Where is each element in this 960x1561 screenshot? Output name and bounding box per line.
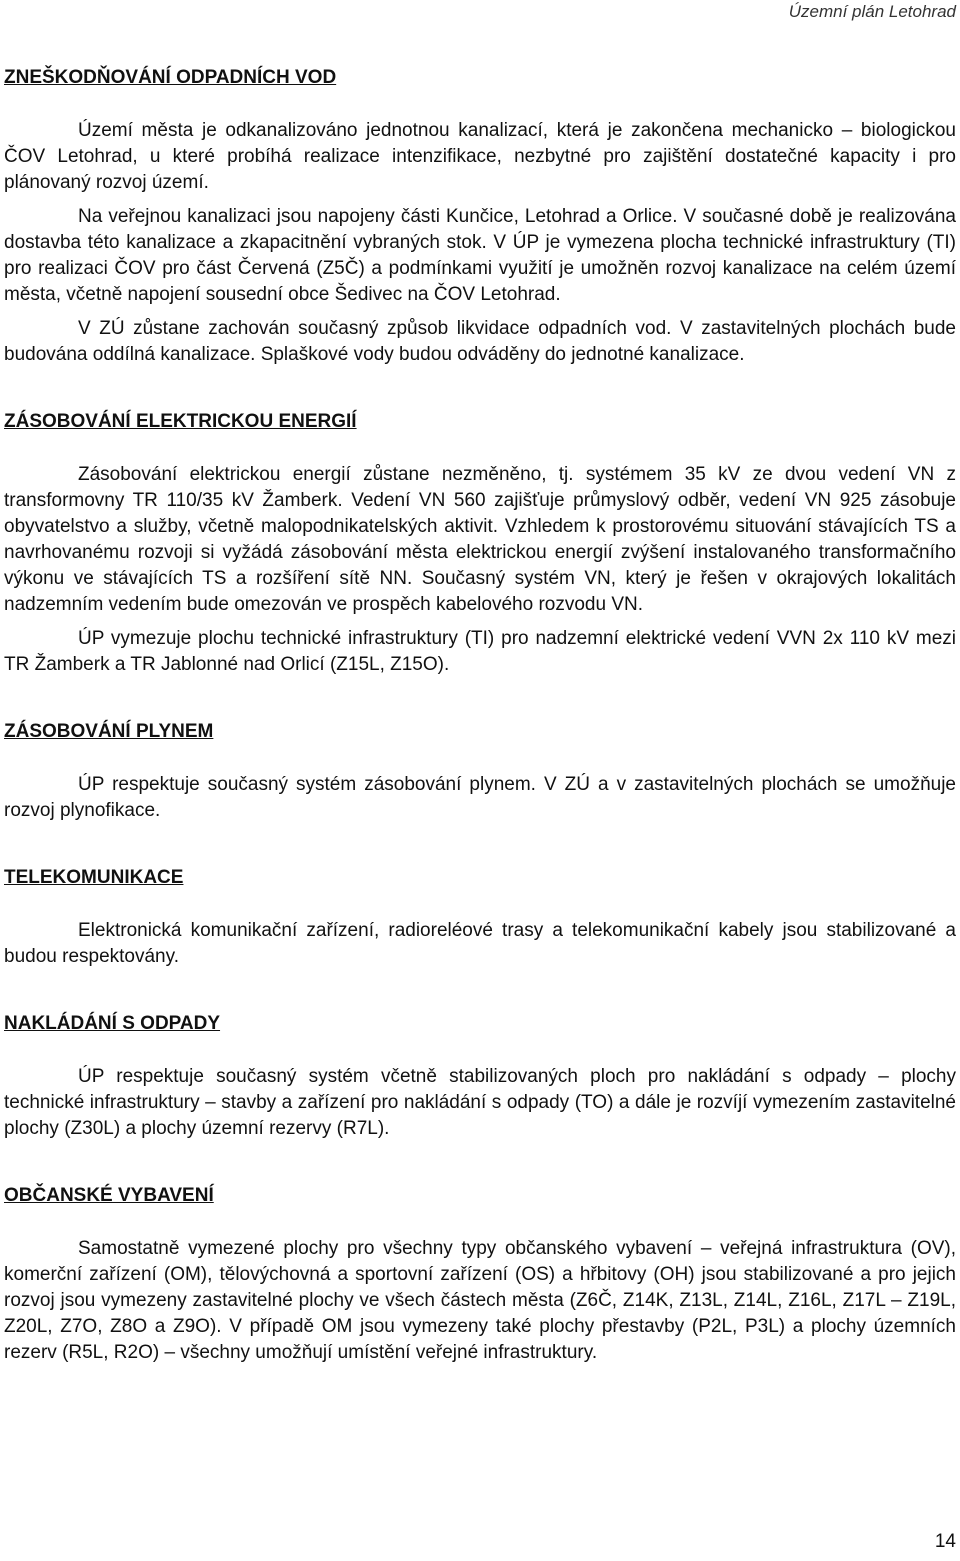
paragraph: ÚP respektuje současný systém zásobování plynem. V ZÚ a v zastavitelných plochách se umožňuje rozvoj plynofikace. bbox=[4, 774, 956, 821]
paragraph: Na veřejnou kanalizaci jsou napojeny části Kunčice, Letohrad a Orlice. V současné době je realizována dostavba této kanalizace a zkapacitnění vybraných stok. V ÚP je vymezena plocha technické infrastruktury (TI) pro realizaci ČOV pro část Červená (Z5Č) a podmínkami využití je umožněn rozvoj kanalizace na celém území města, včetně napojení sousední obce Šedivec na ČOV Letohrad. bbox=[4, 206, 956, 305]
section-electricity bbox=[4, 408, 956, 678]
running-header: Územní plán Letohrad bbox=[788, 2, 956, 21]
section-gas bbox=[4, 718, 956, 824]
paragraph: Území města je odkanalizováno jednotnou kanalizací, která je zakončena mechanicko – biologickou ČOV Letohrad, u které probíhá realizace intenzifikace, nezbytné pro zajištění dostatečné kapacity i pro plánovaný rozvoj území. bbox=[4, 120, 956, 193]
paragraph: Samostatně vymezené plochy pro všechny typy občanského vybavení – veřejná infrastruktura (OV), komerční zařízení (OM), tělovýchovná a sportovní zařízení (OS) a hřbitovy (OH) jsou stabilizované a pro jejich rozvoj jsou vymezeny zastavitelné plochy ve všech částech města (Z6Č, Z14K, Z13L, Z14L, Z16L, Z17L – Z19L, Z20L, Z7O, Z8O a Z9O). V případě OM jsou vymezeny také plochy přestavby (P2L, P3L) a plochy územních rezerv (R5L, R2O) – všechny umožňují umístění veřejné infrastruktury. bbox=[4, 1238, 956, 1363]
section-heading: OBČANSKÉ VYBAVENÍ bbox=[4, 1185, 214, 1206]
section-wastewater bbox=[4, 64, 956, 368]
section-heading: TELEKOMUNIKACE bbox=[4, 867, 184, 888]
section-civic-amenities bbox=[4, 1182, 956, 1366]
section-waste-management bbox=[4, 1010, 956, 1142]
paragraph: ÚP respektuje současný systém včetně stabilizovaných ploch pro nakládání s odpady – plochy technické infrastruktury – stavby a zařízení pro nakládání s odpady (TO) a dále je rozvíjí vymezením zastavitelné plochy (Z30L) a plochy územní rezervy (R7L). bbox=[4, 1066, 956, 1139]
section-heading: ZÁSOBOVÁNÍ ELEKTRICKOU ENERGIÍ bbox=[4, 411, 357, 432]
paragraph: ÚP vymezuje plochu technické infrastruktury (TI) pro nadzemní elektrické vedení VVN 2x 110 kV mezi TR Žamberk a TR Jablonné nad Orlicí (Z15L, Z15O). bbox=[4, 628, 956, 675]
page-number: 14 bbox=[934, 1531, 956, 1552]
section-telecommunications bbox=[4, 864, 956, 970]
document-body bbox=[4, 64, 956, 1366]
section-heading: NAKLÁDÁNÍ S ODPADY bbox=[4, 1013, 221, 1034]
section-heading: ZNEŠKODŇOVÁNÍ ODPADNÍCH VOD bbox=[4, 67, 337, 88]
paragraph: V ZÚ zůstane zachován současný způsob likvidace odpadních vod. V zastavitelných plochách bude budována oddílná kanalizace. Splaškové vody budou odváděny do jednotné kanalizace. bbox=[4, 318, 956, 365]
paragraph: Elektronická komunikační zařízení, radioreléové trasy a telekomunikační kabely jsou stabilizované a budou respektovány. bbox=[4, 920, 956, 967]
section-heading: ZÁSOBOVÁNÍ PLYNEM bbox=[4, 721, 214, 742]
paragraph: Zásobování elektrickou energií zůstane nezměněno, tj. systémem 35 kV ze dvou vedení VN z transformovny TR 110/35 kV Žamberk. Vedení VN 560 zajišťuje průmyslový odběr, vedení VN 925 zásobuje obyvatelstvo a služby, včetně malopodnikatelských aktivit. Vzhledem k prostorovému situování stávajících TS a navrhovanému rozvoji si vyžádá zásobování města elektrickou energií zvýšení instalovaného transformačního výkonu ve stávajících TS a rozšíření sítě NN. Současný systém VN, který je řešen v okrajových lokalitách nadzemním vedením bude omezován ve prospěch kabelového rozvodu VN. bbox=[4, 464, 956, 615]
